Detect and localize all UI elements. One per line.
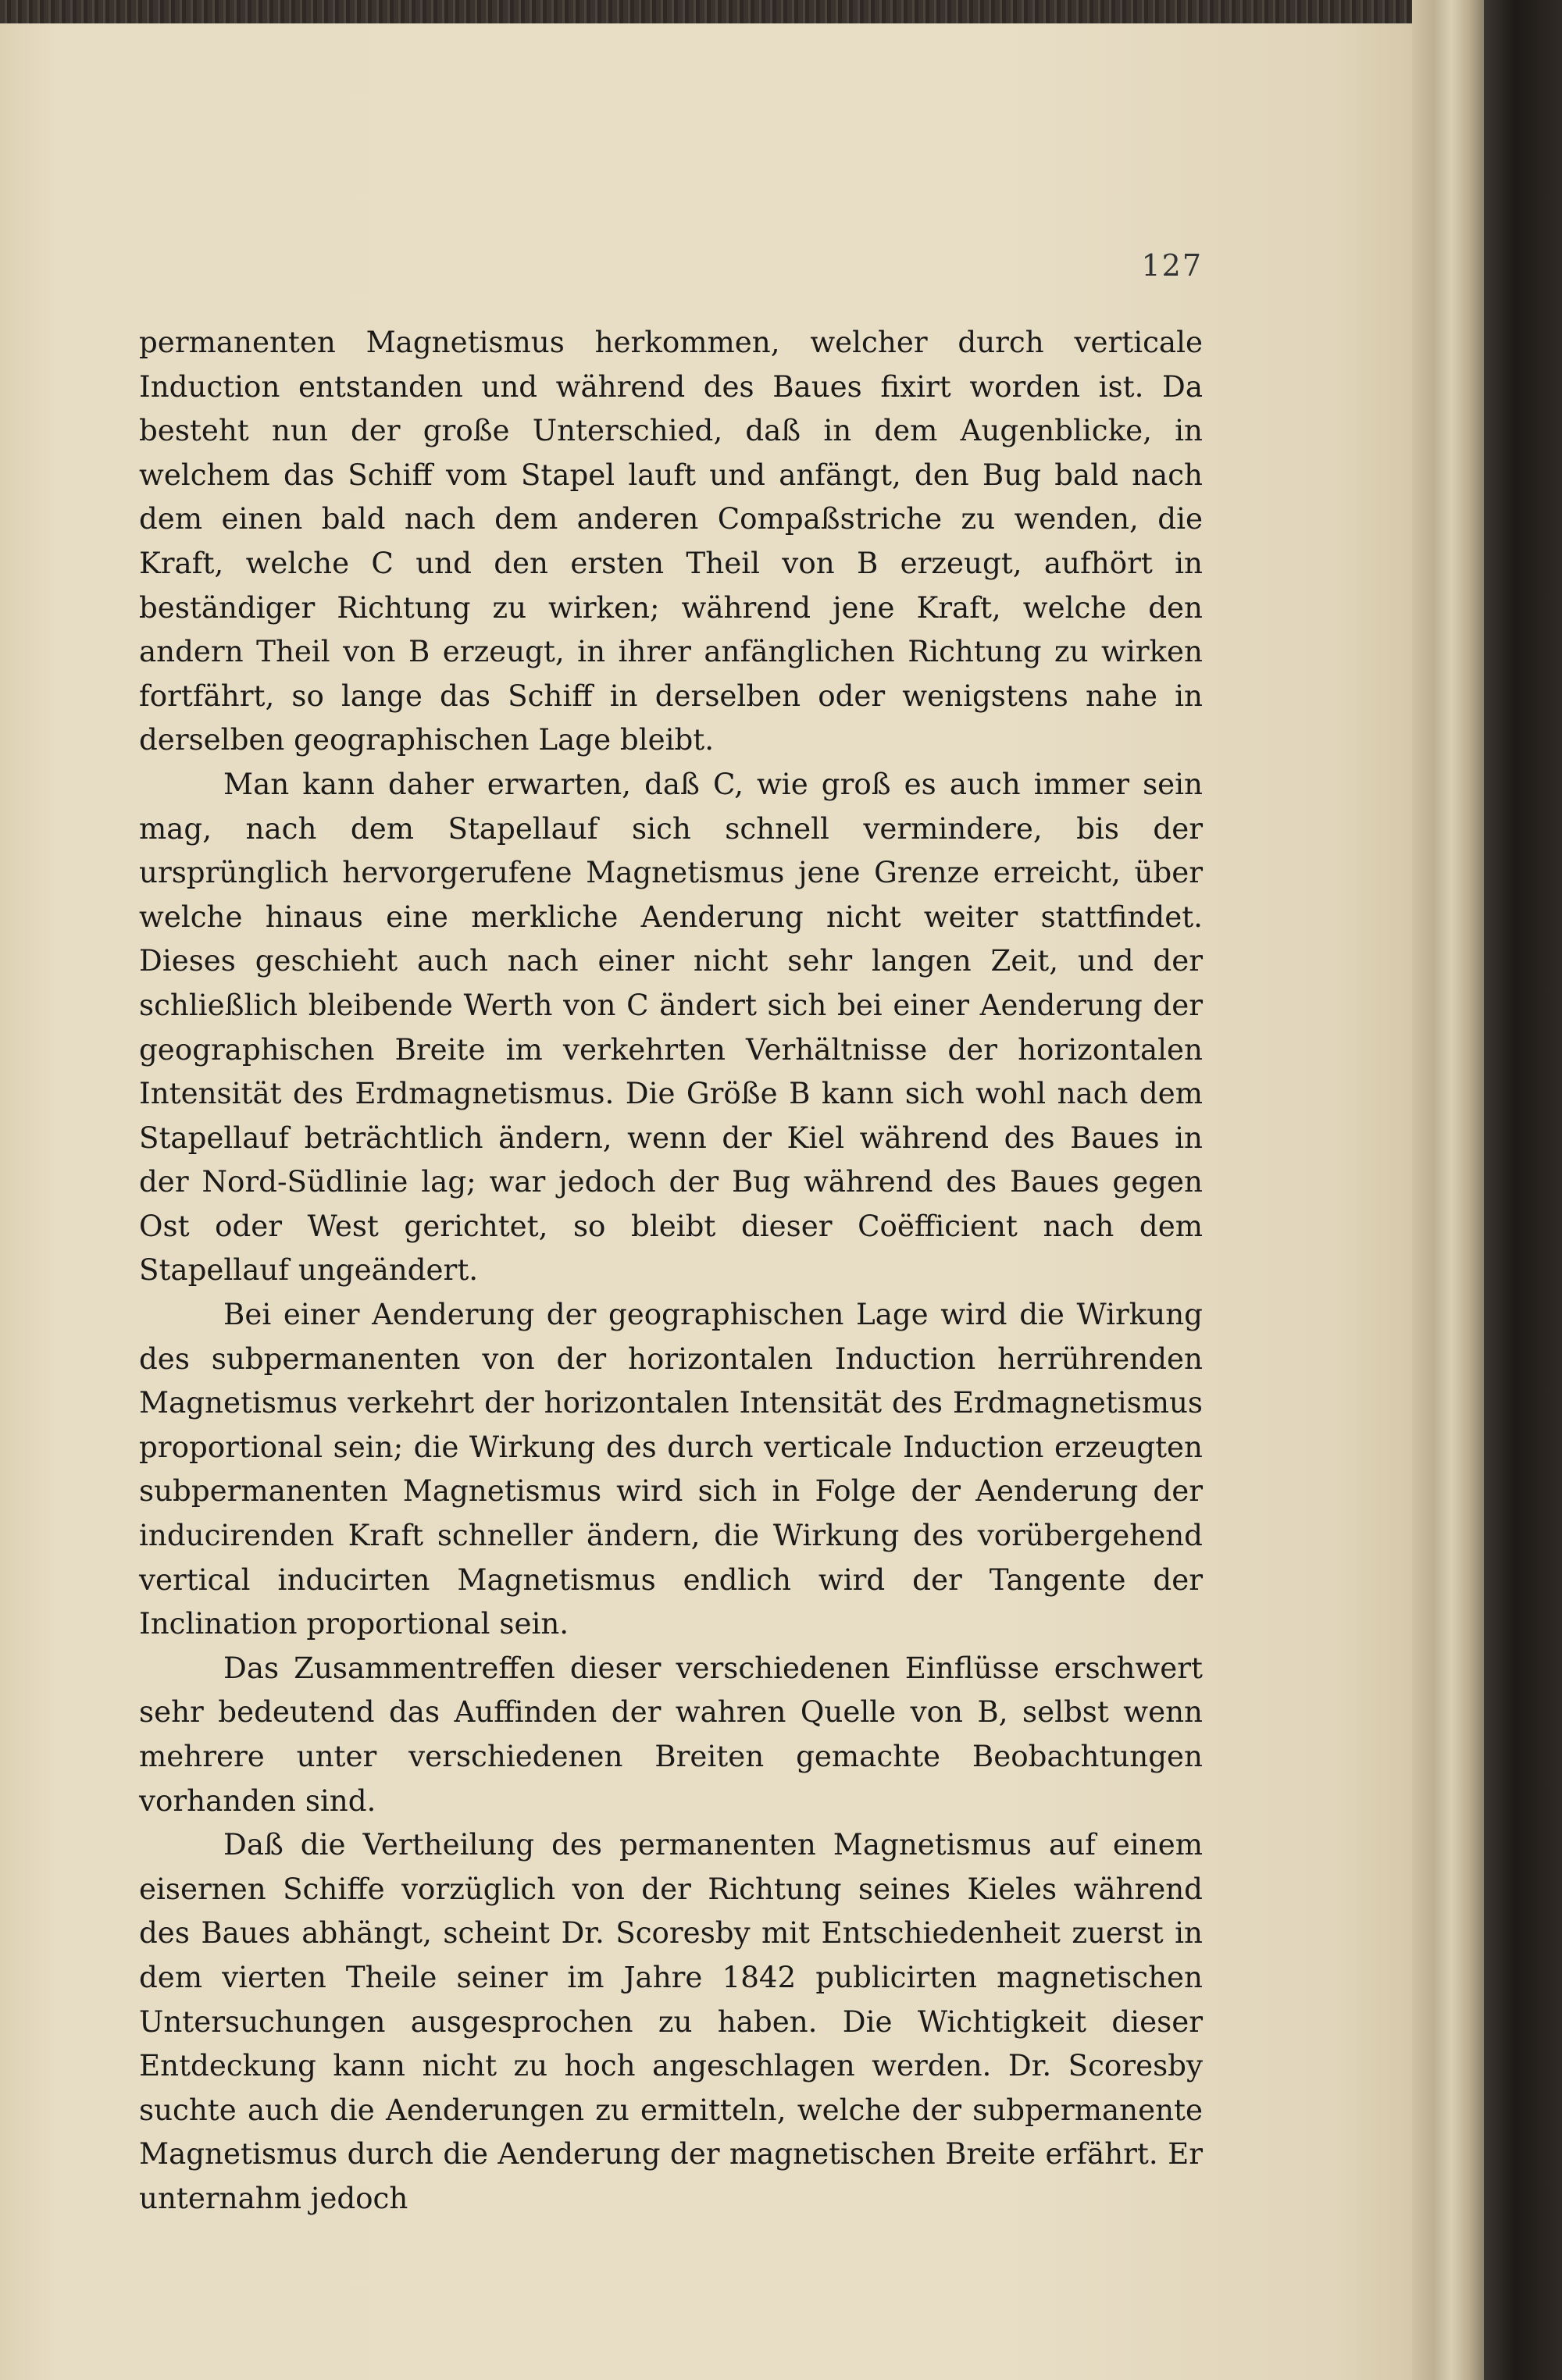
paragraph-2: Man kann daher erwarten, daß C, wie groß es auch immer sein mag, nach dem Stapellauf sich schnell vermindere, bis der ursprünglich hervorgerufene Magnetismus jene Grenze erreicht, über welche hinaus eine merkliche Aenderung nicht weiter stattfindet. Dieses geschieht auch nach einer nicht sehr langen Zeit, und der schließlich bleibende Werth von C ändert sich bei einer Aenderung der geographischen Breite im verkehrten Verhältnisse der horizontalen Intensität des Erdmagnetismus. Die Größe B kann sich wohl nach dem Stapellauf beträchtlich ändern, wenn der Kiel während des Baues in der Nord-Südlinie lag; war jedoch der Bug während des Baues gegen Ost oder West gerichtet, so bleibt dieser Coëfficient nach dem Stapellauf ungeändert.: [139, 766, 1203, 1288]
page-stack-edge: [1412, 0, 1484, 2380]
book-cover-edge: [1484, 0, 1562, 2380]
paragraph-1: permanenten Magnetismus herkommen, welcher durch verticale Induction entstanden und während des Baues fixirt worden ist. Da besteht nun der große Unterschied, daß in dem Augenblicke, in welchem das Schiff vom Stapel lauft und anfängt, den Bug bald nach dem einen bald nach dem anderen Compaßstriche zu wenden, die Kraft, welche C und den ersten Theil von B erzeugt, aufhört in beständiger Richtung zu wirken; während jene Kraft, welche den andern Theil von B erzeugt, in ihrer anfänglichen Richtung zu wirken fortfährt, so lange das Schiff in derselben oder wenigstens nahe in derselben geographischen Lage bleibt.: [139, 325, 1203, 757]
page-number: 127: [1141, 248, 1203, 283]
body-text: [139, 320, 1203, 2221]
paragraph-4: Das Zusammentreffen dieser verschiedenen Einflüsse erschwert sehr bedeutend das Auffinden der wahren Quelle von B, selbst wenn mehrere unter verschiedenen Breiten gemachte Beobachtungen vorhanden sind.: [139, 1650, 1203, 1818]
paragraph-3: Bei einer Aenderung der geographischen Lage wird die Wirkung des subpermanenten von der horizontalen Induction herrührenden Magnetismus verkehrt der horizontalen Intensität des Erdmagnetismus proportional sein; die Wirkung des durch verticale Induction erzeugten subpermanenten Magnetismus wird sich in Folge der Aenderung der inducirenden Kraft schneller ändern, die Wirkung des vorübergehend vertical inducirten Magnetismus endlich wird der Tangente der Inclination proportional sein.: [139, 1297, 1203, 1641]
paragraph-5: Daß die Vertheilung des permanenten Magnetismus auf einem eisernen Schiffe vorzüglich von der Richtung seines Kieles während des Baues abhängt, scheint Dr. Scoresby mit Entschiedenheit zuerst in dem vierten Theile seiner im Jahre 1842 publicirten magnetischen Untersuchungen ausgesprochen zu haben. Die Wichtigkeit dieser Entdeckung kann nicht zu hoch angeschlagen werden. Dr. Scoresby suchte auch die Aenderungen zu ermitteln, welche der subpermanente Magnetismus durch die Aenderung der magnetischen Breite erfährt. Er unternahm jedoch: [139, 1827, 1203, 2215]
scan-top-border: [0, 0, 1412, 23]
